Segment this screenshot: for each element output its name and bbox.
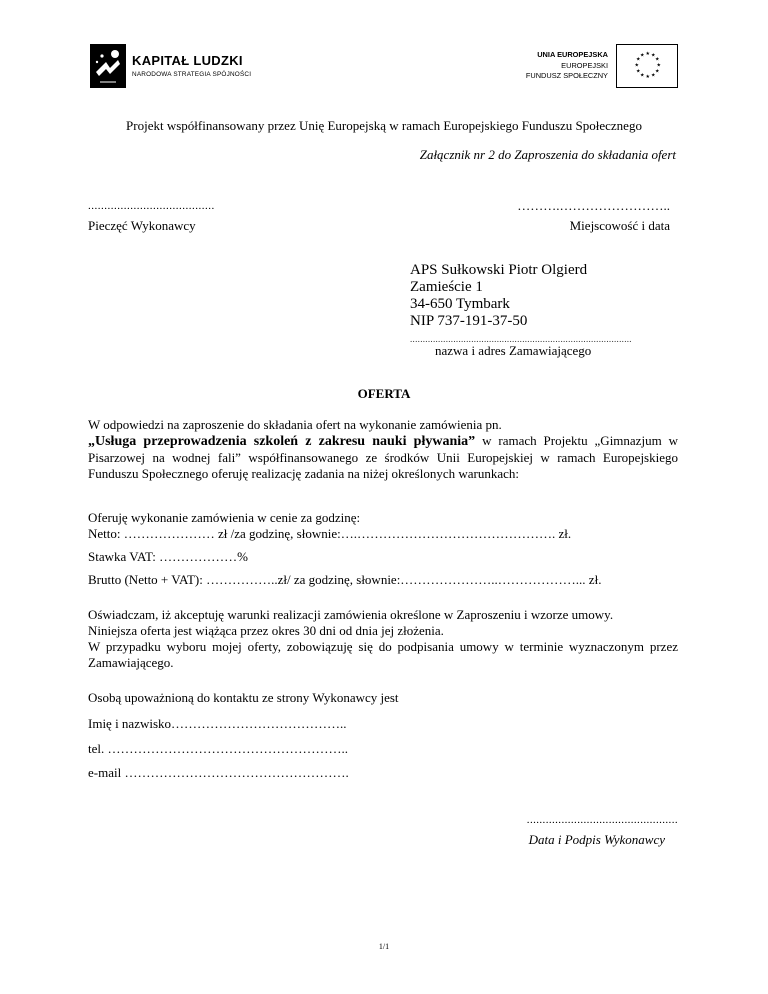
declaration-line-3: W przypadku wyboru mojej oferty, zobowiązuję się do podpisania umowy w terminie wyznaczonym przez Zamawiającego. xyxy=(88,639,678,670)
declaration-paragraph xyxy=(88,607,678,671)
svg-text:★: ★ xyxy=(634,62,639,69)
client-dots: ....................................................................................... xyxy=(410,334,632,344)
svg-text:★: ★ xyxy=(655,56,660,63)
signature-label: Data i Podpis Wykonawcy xyxy=(528,832,665,847)
contact-heading: Osobą upoważnioną do kontaktu ze strony Wykonawcy jest xyxy=(88,690,399,705)
eu-text-block xyxy=(526,50,608,82)
stamp-dots: ....................................... xyxy=(88,200,215,212)
svg-text:★: ★ xyxy=(645,51,650,57)
kapital-ludzki-subtitle: NARODOWA STRATEGIA SPÓJNOŚCI xyxy=(132,71,252,78)
stamp-label: Pieczęć Wykonawcy xyxy=(88,218,196,233)
svg-text:★: ★ xyxy=(645,74,650,80)
svg-text:★: ★ xyxy=(651,72,656,79)
svg-text:★: ★ xyxy=(656,62,661,69)
svg-text:★: ★ xyxy=(636,56,641,63)
kapital-ludzki-emblem-icon xyxy=(88,42,128,95)
place-date-dots: ……….…………………….. xyxy=(517,198,670,213)
client-nip: NIP 737-191-37-50 xyxy=(410,313,528,329)
kapital-ludzki-title: KAPITAŁ LUDZKI xyxy=(132,53,243,68)
price-gross-field: Brutto (Netto + VAT): ……………..zł/ za godzinę, słownie:…………………..………………... zł. xyxy=(88,572,602,587)
intro-line: W odpowiedzi na zaproszenie do składania ofert na wykonanie zamówienia pn. xyxy=(88,417,502,432)
eu-line-2: EUROPEJSKI xyxy=(561,60,608,70)
eu-line-3: FUNDUSZ SPOŁECZNY xyxy=(525,71,608,80)
vat-rate-field: Stawka VAT: ………………% xyxy=(88,549,248,564)
price-net-field: Netto: ………………… zł /za godzinę, słownie:….………………………………………. zł. xyxy=(88,526,572,541)
attachment-label: Załącznik nr 2 do Zaproszenia do składania ofert xyxy=(419,147,676,162)
svg-text:★: ★ xyxy=(636,68,641,75)
svg-text:★: ★ xyxy=(651,52,656,59)
contact-phone-field: tel. ……………………………………………….. xyxy=(88,741,348,756)
intro-paragraph xyxy=(88,417,678,482)
contact-email-field: e-mail ……………………………………………. xyxy=(88,765,349,780)
client-label: nazwa i adres Zamawiającego xyxy=(435,343,592,358)
client-name: APS Sułkowski Piotr Olgierd xyxy=(410,262,588,278)
page-number: 1/1 xyxy=(378,942,390,951)
svg-text:★: ★ xyxy=(640,52,645,59)
client-city: 34-650 Tymbark xyxy=(410,296,510,312)
declaration-line-1: Oświadczam, iż akceptuję warunki realizacji zamówienia określone w Zaproszeniu i wzorze umowy. xyxy=(88,607,614,622)
eu-flag-icon xyxy=(616,44,678,88)
client-address xyxy=(410,262,587,330)
project-funding-line: Projekt współfinansowany przez Unię Europejską w ramach Europejskiego Funduszu Społecznego xyxy=(126,118,642,133)
offer-title: OFERTA xyxy=(357,386,411,401)
signature-dots: ................................................ xyxy=(526,814,678,826)
intro-rest: w ramach Projektu „Gimnazjum w Pisarzowej na wodnej fali” współfinansowanego ze środków Unii Europejskiej w ramach Europejskiego Funduszu Społecznego oferuję realizację zadania na niżej określonych warunkach: xyxy=(88,433,678,481)
kapital-ludzki-logo xyxy=(88,42,268,90)
service-name: „Usługa przeprowadzenia szkoleń z zakresu nauki pływania” xyxy=(88,434,476,449)
price-heading: Oferuję wykonanie zamówienia w cenie za godzinę: xyxy=(88,510,361,525)
intro-body xyxy=(88,433,678,482)
place-date-label: Miejscowość i data xyxy=(569,218,670,233)
declaration-line-2: Niniejsza oferta jest wiążąca przez okres 30 dni od dnia jej złożenia. xyxy=(88,623,444,638)
contact-name-field: Imię i nazwisko………………………………….. xyxy=(88,716,347,731)
svg-text:★: ★ xyxy=(640,72,645,79)
svg-text:★: ★ xyxy=(655,68,660,75)
eu-line-1: UNIA EUROPEJSKA xyxy=(537,50,608,59)
client-street: Zamieście 1 xyxy=(410,279,483,295)
